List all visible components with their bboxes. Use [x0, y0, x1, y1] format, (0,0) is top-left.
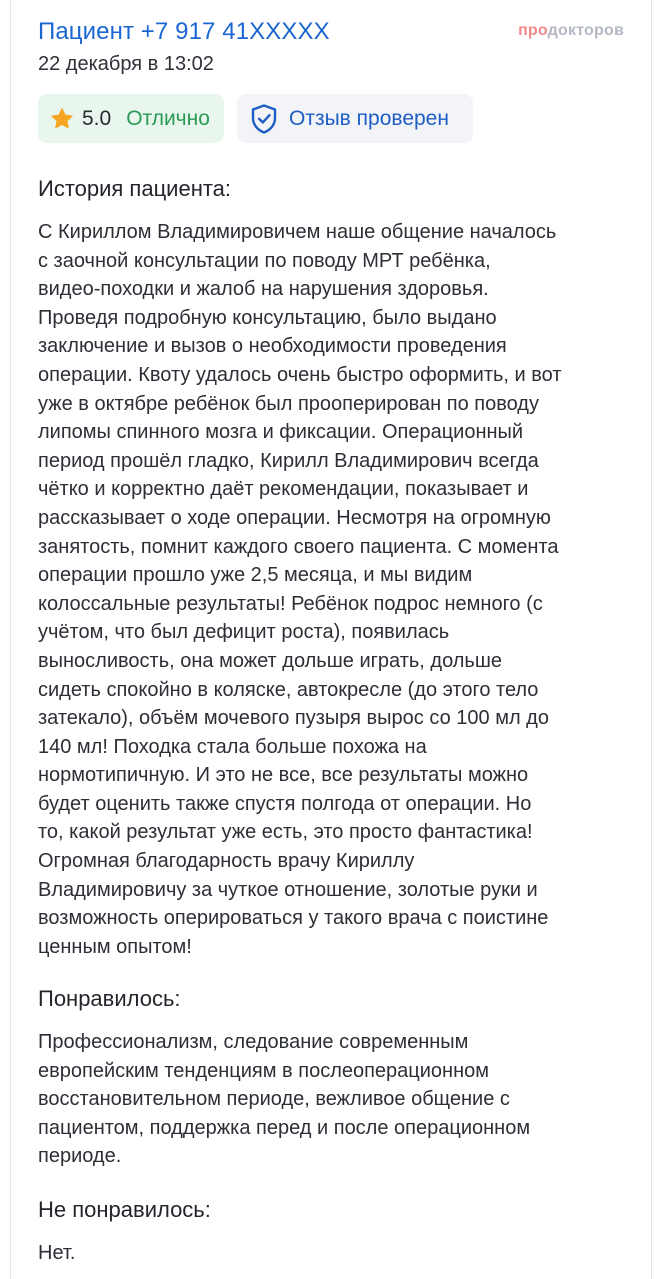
brand-logo[interactable] — [518, 20, 624, 42]
disliked-title: Не понравилось: — [38, 1197, 211, 1222]
shield-check-icon — [249, 103, 279, 135]
rating-score: 5.0 — [82, 106, 112, 130]
patient-story-text: С Кириллом Владимировичем наше общение началось с заочной консультации по поводу МРТ ребёнка, видео-походки и жалоб на нарушения здоровья. Проведя подробную консультацию, было выдано заключение и вызов о необходимости проведения операции. Квоту удалось очень быстро оформить, и вот уже в октябре ребёнок был прооперирован по поводу липомы спинного мозга и фиксации. Операционный период прошёл гладко, Кирилл Владимирович всегда чётко и корректно даёт рекомендации, показывает и рассказывает о ходе операции. Несмотря на огромную занятость, помнит каждого своего пациента. С момента операции прошло уже 2,5 месяца, и мы видим колоссальные результаты! Ребёнок подрос немного (с учётом, что был дефицит роста), появилась выносливость, она может дольше играть, дольше сидеть спокойно в коляске, автокресле (до этого тело затекало), объём мочевого пузыря вырос со 100 мл до 140 мл! Походка стала больше похожа на нормотипичную. И это не все, все результаты можно будет оценить также спустя полгода от операции. Но то, какой результат уже есть, это просто фантастика! Огромная благодарность врачу Кириллу Владимировичу за чуткое отношение, золотые руки и возможность оперироваться у такого врача с поистине ценным опытом! — [38, 221, 562, 958]
rating-label: Отлично — [126, 106, 210, 130]
review-author-link[interactable]: Пациент +7 917 41XXXXX — [38, 18, 330, 45]
rating-badge — [38, 94, 224, 143]
patient-story-title: История пациента: — [38, 176, 232, 201]
star-icon — [50, 107, 74, 131]
verified-label: Отзыв проверен — [289, 106, 449, 130]
liked-text: Профессионализм, следование современным европейским тенденциям в послеоперационном восстановительном периоде, вежливое общение с пациентом, поддержка перед и после операционном периоде. — [38, 1031, 531, 1168]
brand-logo-rest: докторов — [547, 22, 624, 39]
review-date: 22 декабря в 13:02 — [38, 53, 214, 75]
patient-story-section — [38, 174, 628, 961]
disliked-text: Нет. — [38, 1242, 76, 1264]
liked-section — [38, 984, 628, 1171]
verified-badge[interactable] — [237, 94, 473, 143]
liked-title: Понравилось: — [38, 986, 181, 1011]
review-badges — [38, 94, 473, 143]
disliked-section — [38, 1195, 628, 1268]
brand-logo-pro: про — [518, 22, 548, 39]
